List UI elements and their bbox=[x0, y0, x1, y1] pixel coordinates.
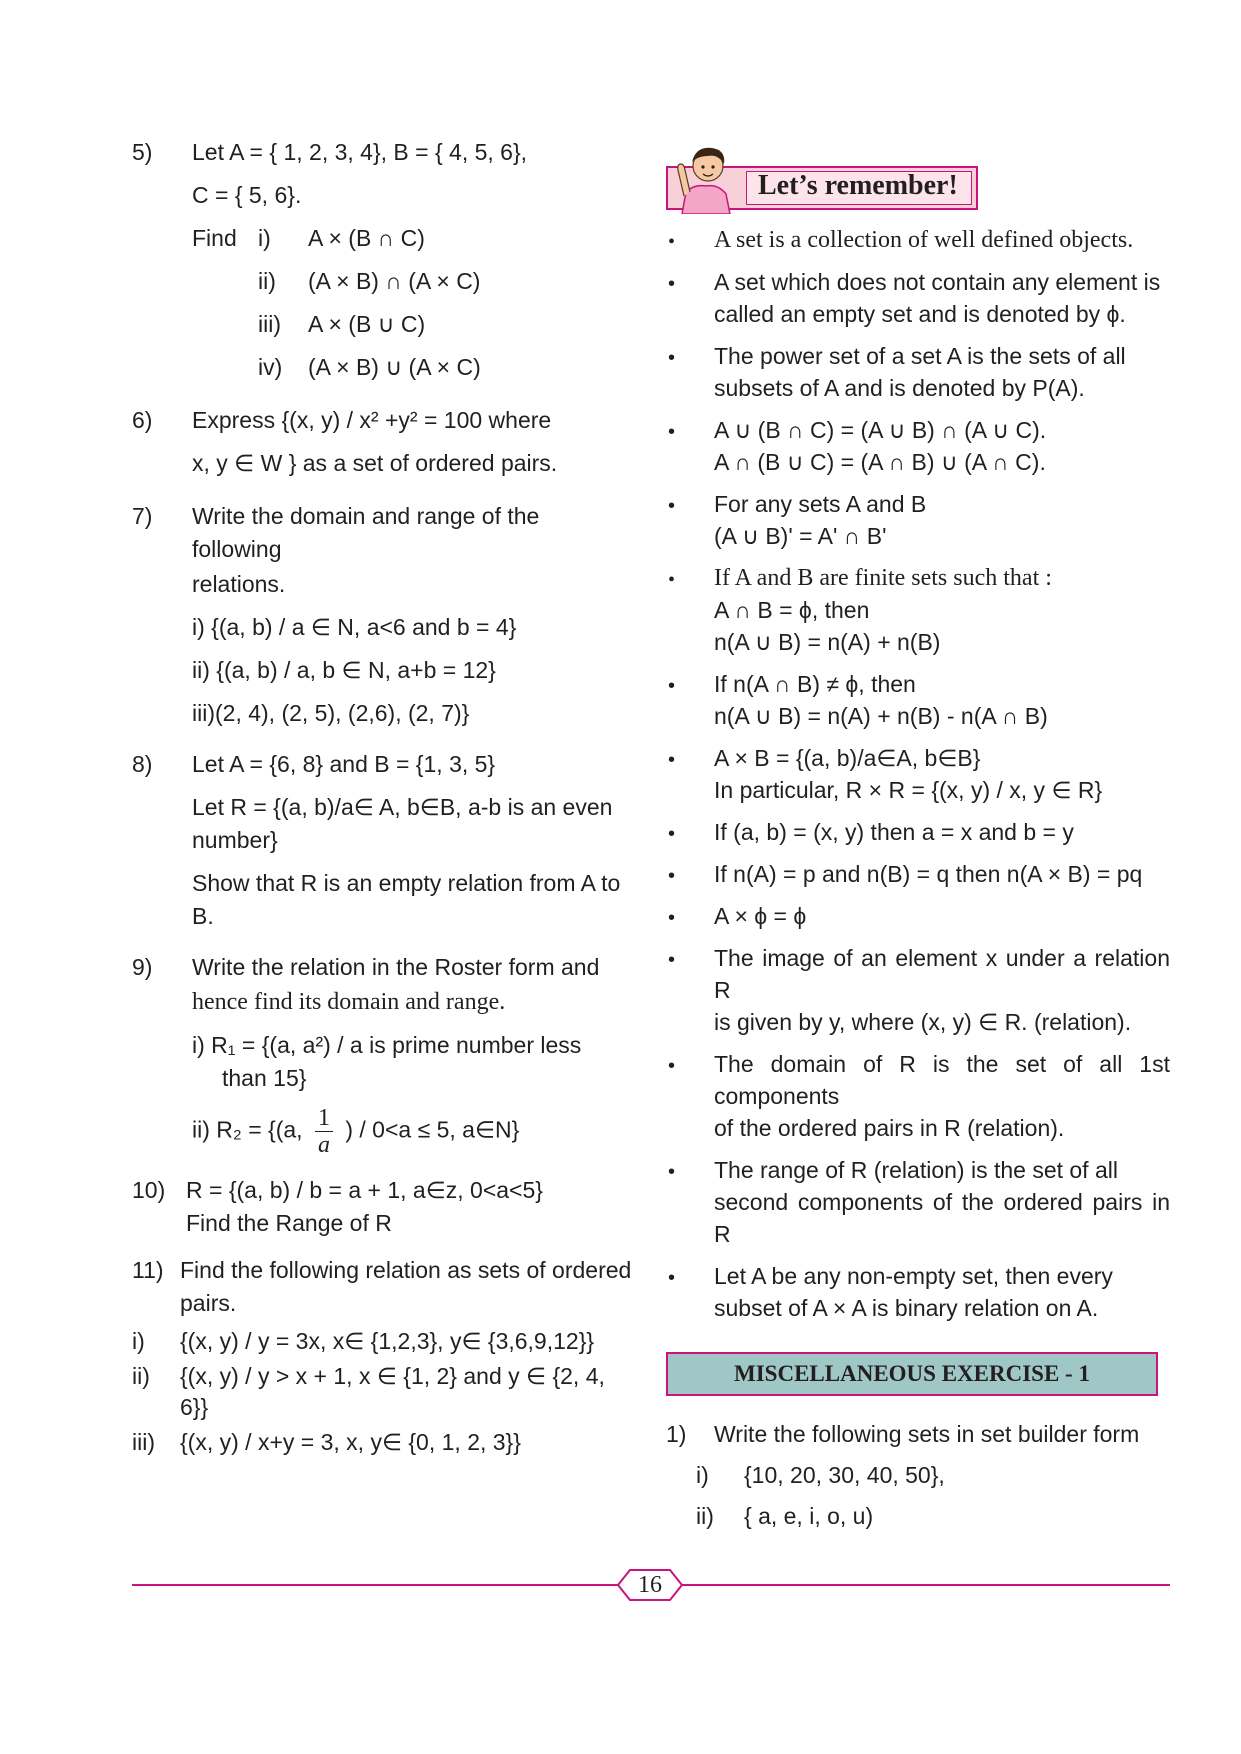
find-list bbox=[192, 222, 632, 384]
remember-bullet bbox=[666, 488, 1170, 552]
question-number: 10) bbox=[132, 1177, 166, 1203]
list-item: iii) {(x, y) / x+y = 3, x, y∈ {0, 1, 2, 3}} bbox=[132, 1429, 521, 1455]
bullet-line: • If n(A ∩ B) ≠ ϕ, then bbox=[714, 671, 916, 697]
bullet-line: is given by y, where (x, y) ∈ R. (relation). bbox=[714, 1009, 1132, 1035]
left-column bbox=[132, 136, 632, 1472]
list-item: i) {(x, y) / y = 3x, x∈ {1,2,3}, y∈ {3,6,9,12}} bbox=[132, 1328, 595, 1354]
remember-bullet bbox=[666, 816, 1170, 848]
item-text: (A × B) ∪ (A × C) bbox=[308, 354, 481, 380]
question-number: 6) bbox=[132, 407, 153, 433]
bullet-line: of the ordered pairs in R (relation). bbox=[714, 1115, 1065, 1141]
question-text: R = {(a, b) / b = a + 1, a∈z, 0<a<5} bbox=[186, 1177, 543, 1203]
question-11 bbox=[132, 1254, 632, 1458]
question-6 bbox=[132, 404, 632, 480]
item-label: ii) bbox=[258, 268, 276, 294]
item-text: (A × B) ∩ (A × C) bbox=[308, 268, 481, 294]
bullet-line: subset of A × A is binary relation on A. bbox=[714, 1295, 1099, 1321]
question-7 bbox=[132, 500, 632, 730]
remember-bullet bbox=[666, 942, 1170, 1038]
remember-bullet bbox=[666, 266, 1170, 330]
question-10 bbox=[132, 1174, 632, 1240]
remember-title: Let’s remember! bbox=[758, 170, 958, 201]
remember-header bbox=[666, 136, 1170, 214]
fraction: $\frac{1}{a}$ bbox=[315, 1105, 333, 1158]
bullet-line: subsets of A and is denoted by P(A). bbox=[714, 375, 1085, 401]
bullet-line: • A × B = {(a, b)/a∈A, b∈B} bbox=[714, 745, 981, 771]
remember-bullet bbox=[666, 224, 1170, 256]
remember-bullet bbox=[666, 1048, 1170, 1144]
question-text: Write the domain and range of the following bbox=[192, 503, 540, 562]
question-number: 11) bbox=[132, 1257, 164, 1283]
question-text: Show that R is an empty relation from A to bbox=[192, 870, 621, 896]
bullet-line: • For any sets A and B bbox=[714, 491, 927, 517]
list-item: ii) {(x, y) / y > x + 1, x ∈ {1, 2} and y ∈ {2, 4, 6}} bbox=[132, 1363, 605, 1420]
sub-item-fraction: ii) R₂ = {(a, $\frac{1}{a}$ ) / 0<a ≤ 5, a∈N} bbox=[192, 1105, 520, 1158]
remember-bullet bbox=[666, 1154, 1170, 1250]
bullet-line: n(A ∪ B) = n(A) + n(B) - n(A ∩ B) bbox=[714, 703, 1048, 729]
question-text: x, y ∈ W } as a set of ordered pairs. bbox=[192, 450, 558, 476]
bullet-line: n(A ∪ B) = n(A) + n(B) bbox=[714, 629, 941, 655]
boy-pointing-icon bbox=[672, 136, 744, 214]
question-text: Express {(x, y) / x² +y² = 100 where bbox=[192, 407, 552, 433]
bullet-line: • If n(A) = p and n(B) = q then n(A × B) = pq bbox=[714, 861, 1143, 887]
remember-bullet bbox=[666, 414, 1170, 478]
remember-bullet bbox=[666, 858, 1170, 890]
remember-bullet bbox=[666, 742, 1170, 806]
bullet-line: • A set which does not contain any element is bbox=[714, 269, 1161, 295]
question-text: Let A = { 1, 2, 3, 4}, B = { 4, 5, 6}, bbox=[192, 139, 528, 165]
question-text: Find the Range of R bbox=[186, 1210, 392, 1236]
bullet-line: second components of the ordered pairs in R bbox=[714, 1189, 1170, 1247]
question-number: 8) bbox=[132, 751, 153, 777]
question-8 bbox=[132, 748, 632, 933]
item-label: i) bbox=[258, 225, 271, 251]
question-text: Find the following relation as sets of ordered bbox=[180, 1257, 632, 1283]
item-label: iii) bbox=[258, 311, 281, 337]
sub-item: than 15} bbox=[222, 1065, 307, 1091]
question-text: hence find its domain and range. bbox=[192, 989, 506, 1015]
remember-list bbox=[666, 224, 1170, 1324]
bullet-line: • A set is a collection of well defined objects. bbox=[714, 227, 1134, 253]
page-number: 16 bbox=[616, 1568, 684, 1602]
question-text: B. bbox=[192, 903, 214, 929]
footer-rule-left bbox=[132, 1584, 620, 1586]
question-text: Write the relation in the Roster form and bbox=[192, 954, 600, 980]
misc-exercise-list bbox=[666, 1418, 1170, 1533]
list-item: i) {10, 20, 30, 40, 50}, bbox=[696, 1462, 945, 1488]
bullet-line: • If A and B are finite sets such that : bbox=[714, 565, 1052, 591]
bullet-line: • Let A be any non-empty set, then every bbox=[714, 1263, 1113, 1289]
remember-bullet bbox=[666, 340, 1170, 404]
sub-item: i) {(a, b) / a ∈ N, a<6 and b = 4} bbox=[192, 614, 517, 640]
relation-list bbox=[132, 1326, 632, 1458]
bullet-line: (A ∪ B)' = A' ∩ B' bbox=[714, 523, 887, 549]
bullet-line: • If (a, b) = (x, y) then a = x and b = y bbox=[714, 819, 1074, 845]
list-item: 1) Write the following sets in set builder form bbox=[666, 1421, 1140, 1447]
footer-rule-right bbox=[680, 1584, 1170, 1586]
item-text: A × (B ∪ C) bbox=[308, 311, 426, 337]
bullet-line: In particular, R × R = {(x, y) / x, y ∈ R} bbox=[714, 777, 1103, 803]
list-item: ii) { a, e, i, o, u) bbox=[696, 1503, 874, 1529]
remember-bullet bbox=[666, 562, 1170, 658]
find-label: Find bbox=[192, 225, 237, 251]
remember-bullet bbox=[666, 1260, 1170, 1324]
item-label: iv) bbox=[258, 354, 283, 380]
remember-bullet bbox=[666, 668, 1170, 732]
bullet-line: A ∩ (B ∪ C) = (A ∩ B) ∪ (A ∩ C). bbox=[714, 449, 1046, 475]
question-number: 7) bbox=[132, 503, 153, 529]
bullet-line: • A × ϕ = ϕ bbox=[714, 903, 807, 929]
item-text: A × (B ∩ C) bbox=[308, 225, 425, 251]
question-text: relations. bbox=[192, 571, 286, 597]
bullet-line: • A ∪ (B ∩ C) = (A ∪ B) ∩ (A ∪ C). bbox=[714, 417, 1047, 443]
misc-exercise-header: MISCELLANEOUS EXERCISE - 1 bbox=[666, 1352, 1158, 1396]
question-5 bbox=[132, 136, 632, 384]
question-text: Let R = {(a, b)/a∈ A, b∈B, a-b is an even bbox=[192, 794, 613, 820]
bullet-line: • The power set of a set A is the sets of all bbox=[714, 343, 1126, 369]
question-text: C = { 5, 6}. bbox=[192, 182, 302, 208]
bullet-line: called an empty set and is denoted by ϕ. bbox=[714, 301, 1126, 327]
question-text: pairs. bbox=[180, 1290, 237, 1316]
bullet-line: A ∩ B = ϕ, then bbox=[714, 597, 870, 623]
question-text: Let A = {6, 8} and B = {1, 3, 5} bbox=[192, 751, 496, 777]
bullet-line: • The domain of R is the set of all 1st components bbox=[714, 1051, 1170, 1109]
question-text: number} bbox=[192, 827, 278, 853]
right-column bbox=[666, 136, 1170, 1541]
question-number: 5) bbox=[132, 139, 153, 165]
bullet-line: • The image of an element x under a relation R bbox=[714, 945, 1170, 1003]
remember-bullet bbox=[666, 900, 1170, 932]
question-9 bbox=[132, 951, 632, 1158]
question-number: 9) bbox=[132, 954, 153, 980]
sub-item: ii) {(a, b) / a, b ∈ N, a+b = 12} bbox=[192, 657, 496, 683]
bullet-line: • The range of R (relation) is the set of all bbox=[714, 1157, 1118, 1183]
sub-item: iii)(2, 4), (2, 5), (2,6), (2, 7)} bbox=[192, 700, 470, 726]
sub-item: i) R₁ = {(a, a²) / a is prime number less bbox=[192, 1032, 582, 1058]
